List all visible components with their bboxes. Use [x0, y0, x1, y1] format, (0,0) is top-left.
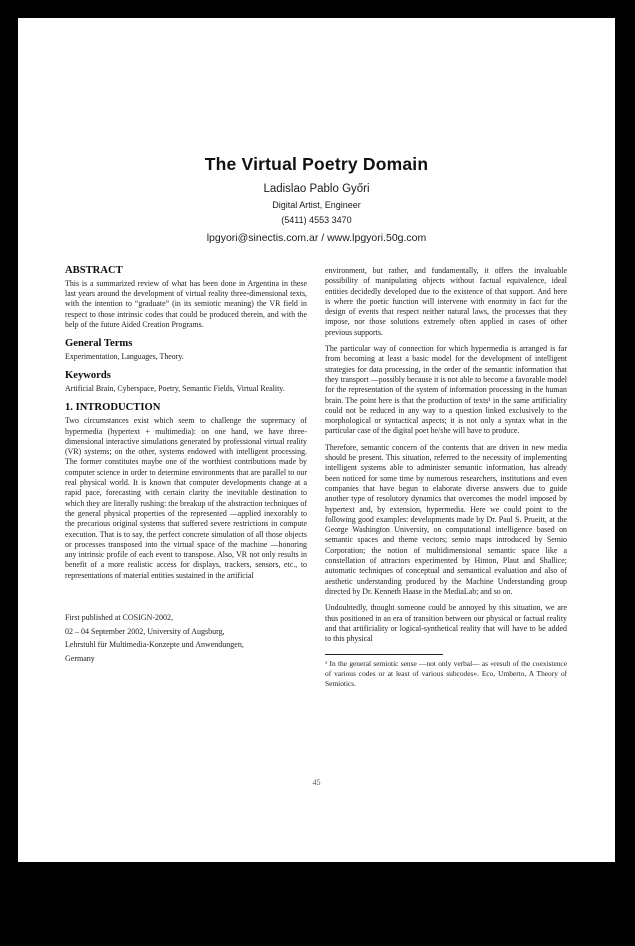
- footnote-divider: [325, 654, 443, 655]
- left-column: [65, 266, 307, 695]
- two-column-body: [18, 266, 615, 695]
- author-phone: (5411) 4553 3470: [281, 215, 352, 225]
- paper-header: [18, 154, 615, 244]
- body-paragraph: Undoubtedly, thought someone could be annoyed by this situation, we are thus positioned in an era of transition between our physical or factual reality and that artificiality or logical-synthetical reality that will have to be added to this physical: [325, 603, 567, 644]
- abstract-text: This is a summarized review of what has been done in Argentina in these last years around the development of virtual reality three-dimensional texts, with the intention to “graduate” (in its semiotic meaning) the VR field in respect to those intrinsic codes that could be produced therein, and with the help of the future Aided Creation Programs.: [65, 278, 307, 329]
- body-paragraph: Therefore, semantic concern of the contents that are driven in new media should be present. This situation, referred to the necessity of implementing intelligent systems able to administer semantic information, has already been noticed for some time by numerous researchers, institutions and even companies that have begun to elaborate diverse answers due to guide another type of resolutory dynamics that overcomes the model imposed by hypertext and, by extension, hypermedia. Here we could point to the following good examples: developments made by Dr. Paul S. Prueitt, at the George Washington University, on computational intelligence based on semantic spaces and theme vectors; semio maps introduced by Semio Corporation; the notion of multidimensional semantic space like a constellation of attractors experimented by Hinton, Plaut and Shallice; automatic techniques of conceptual and semantical evaluation and also of aesthetic understanding produced by the Machine Understanding group directed by Dr. Kenneth Haase in the MediaLab; and so on.: [325, 442, 567, 596]
- publication-note-line: 02 – 04 September 2002, University of Augsburg,: [65, 626, 225, 636]
- publication-note: [65, 611, 307, 665]
- page-title: The Virtual Poetry Domain: [204, 154, 429, 174]
- body-paragraph: environment, but rather, and fundamentally, it offers the invaluable possibility of manipulating objects without factual equivalence, ideal entities decidedly developed due to the existence of that support. And here is where the poetic function will intervene with enormity in fact for the design of events that respect neither natural laws, the processes that they impose, nor those solutions extremely often applied in cases of other previous supports.: [325, 266, 567, 337]
- keywords-text: Artificial Brain, Cyberspace, Poetry, Semantic Fields, Virtual Reality.: [65, 384, 285, 394]
- right-column: [325, 266, 567, 695]
- keywords-heading: Keywords: [65, 370, 111, 382]
- introduction-heading: 1. INTRODUCTION: [65, 402, 161, 414]
- abstract-heading: ABSTRACT: [65, 265, 123, 276]
- page-number: 45: [312, 778, 321, 787]
- author-contact-links: lpgyori@sinectis.com.ar / www.lpgyori.50g.com: [206, 232, 427, 244]
- footnote-text: ¹ In the general semiotic sense —not only verbal— as «result of the coexistence of various codes or at least of various subcodes». Eco, Umberto, A Theory of Semiotics.: [325, 659, 567, 689]
- author-name: Ladislao Pablo Győri: [263, 183, 370, 195]
- publication-note-line: First published at COSIGN-2002,: [65, 613, 173, 623]
- paper-page: [18, 18, 615, 862]
- general-terms-text: Experimentation, Languages, Theory.: [65, 352, 184, 362]
- introduction-text: Two circumstances exist which seem to challenge the supremacy of hypermedia (hypertext + multimedia): on one hand, we have three-dimensional interactive simulations generated by professional virtual reality (VR) systems; on the other, systems endowed with intelligent processing. The former constitutes maybe one of the worthiest contributions made by computer science in order to determine environments that are parallel to our real physical world. It is known that computer developments change at a rapid pace, forecasting with certain clarity the inevitable destination to which they are literally rushing: the breakup of the abstraction techniques of the general physical properties of the represented —applied inexorably to the precarious original systems that suffered severe restrictions in compute execution. That is to say, the perfect concrete simulation of all those objects or processes transposed into the virtual space of the machine —honoring any intrinsic profile of each event to transpose. Also, VR not only results in benefit of a more realistic access for displays, trackers, sensors, etc., to representations of material entities sustained in the artificial: [65, 416, 307, 580]
- body-paragraph: The particular way of connection for which hypermedia is arranged is far from becoming at least a basic model for the development of intelligent strategies for data processing, in the order of the semantic information that they transport —possibly because it is not able to become a favorable model for the representation of the system of information processing in the human brain. The point here is that the production of texts¹ in the same artificiality could not be reduced in any way to a question linked exclusively to the morphological or syntactical aspects; it is not only a syntax what in the particular case of the digital poet he/she will have to produce.: [325, 344, 567, 436]
- publication-note-line: Lehrstuhl für Multimedia-Konzepte und Anwendungen,: [65, 640, 244, 650]
- publication-note-line: Germany: [65, 653, 95, 663]
- author-role: Digital Artist, Engineer: [272, 200, 361, 210]
- general-terms-heading: General Terms: [65, 338, 133, 350]
